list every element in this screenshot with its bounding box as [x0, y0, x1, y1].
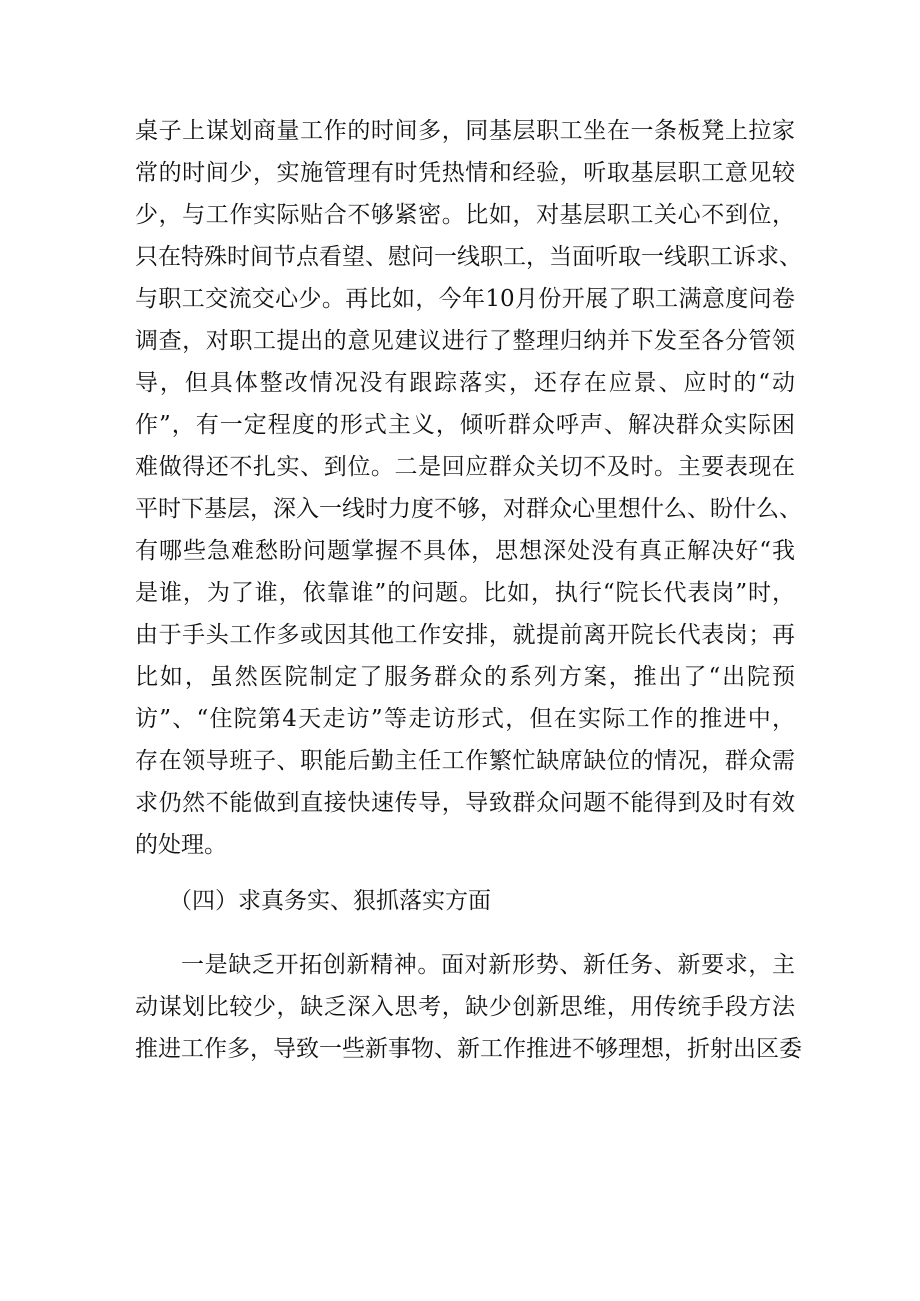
- text-line: 有哪些急难愁盼问题掌握不具体，思想深处没有真正解决好“我: [135, 538, 795, 564]
- text-line: 存在领导班子、职能后勤主任工作繁忙缺席缺位的情况，群众需: [135, 748, 795, 774]
- text-line: 比如，虽然医院制定了服务群众的系列方案，推出了“出院预: [135, 664, 795, 690]
- text-line: 求仍然不能做到直接快速传导，导致群众问题不能得到及时有效: [135, 790, 795, 816]
- text-line: 是谁，为了谁，依靠谁”的问题。比如，执行“院长代表岗”时，: [135, 580, 795, 606]
- paragraph-1: [135, 110, 802, 866]
- text-line: 由于手头工作多或因其他工作安排，就提前离开院长代表岗；再: [135, 622, 795, 648]
- paragraph-2: [135, 944, 802, 1070]
- text-line: 的处理。: [135, 832, 227, 858]
- text-line: 平时下基层，深入一线时力度不够，对群众心里想什么、盼什么、: [135, 496, 802, 522]
- text-line: 难做得还不扎实、到位。二是回应群众关切不及时。主要表现在: [135, 454, 795, 480]
- section-heading: （四）求真务实、狠抓落实方面: [169, 888, 491, 914]
- text-line: 作”，有一定程度的形式主义，倾听群众呼声、解决群众实际困: [135, 412, 795, 438]
- document-body: [135, 110, 802, 1070]
- text-line: 导，但具体整改情况没有跟踪落实，还存在应景、应时的“动: [135, 370, 795, 396]
- text-line: 常的时间少，实施管理有时凭热情和经验，听取基层职工意见较: [135, 160, 795, 186]
- text-line: 访”、“住院第4天走访”等走访形式，但在实际工作的推进中，: [135, 706, 795, 732]
- text-line: 少，与工作实际贴合不够紧密。比如，对基层职工关心不到位，: [135, 202, 795, 228]
- text-line: 调查，对职工提出的意见建议进行了整理归纳并下发至各分管领: [135, 328, 795, 354]
- text-line: 推进工作多，导致一些新事物、新工作推进不够理想，折射出区委: [135, 1036, 802, 1062]
- text-line: 动谋划比较少，缺乏深入思考，缺少创新思维，用传统手段方法: [135, 994, 795, 1020]
- text-line: 一是缺乏开拓创新精神。面对新形势、新任务、新要求，主: [181, 952, 795, 978]
- text-line: 与职工交流交心少。再比如，今年10月份开展了职工满意度问卷: [135, 286, 795, 312]
- text-line: 桌子上谋划商量工作的时间多，同基层职工坐在一条板凳上拉家: [135, 118, 795, 144]
- text-line: 只在特殊时间节点看望、慰问一线职工，当面听取一线职工诉求、: [135, 244, 802, 270]
